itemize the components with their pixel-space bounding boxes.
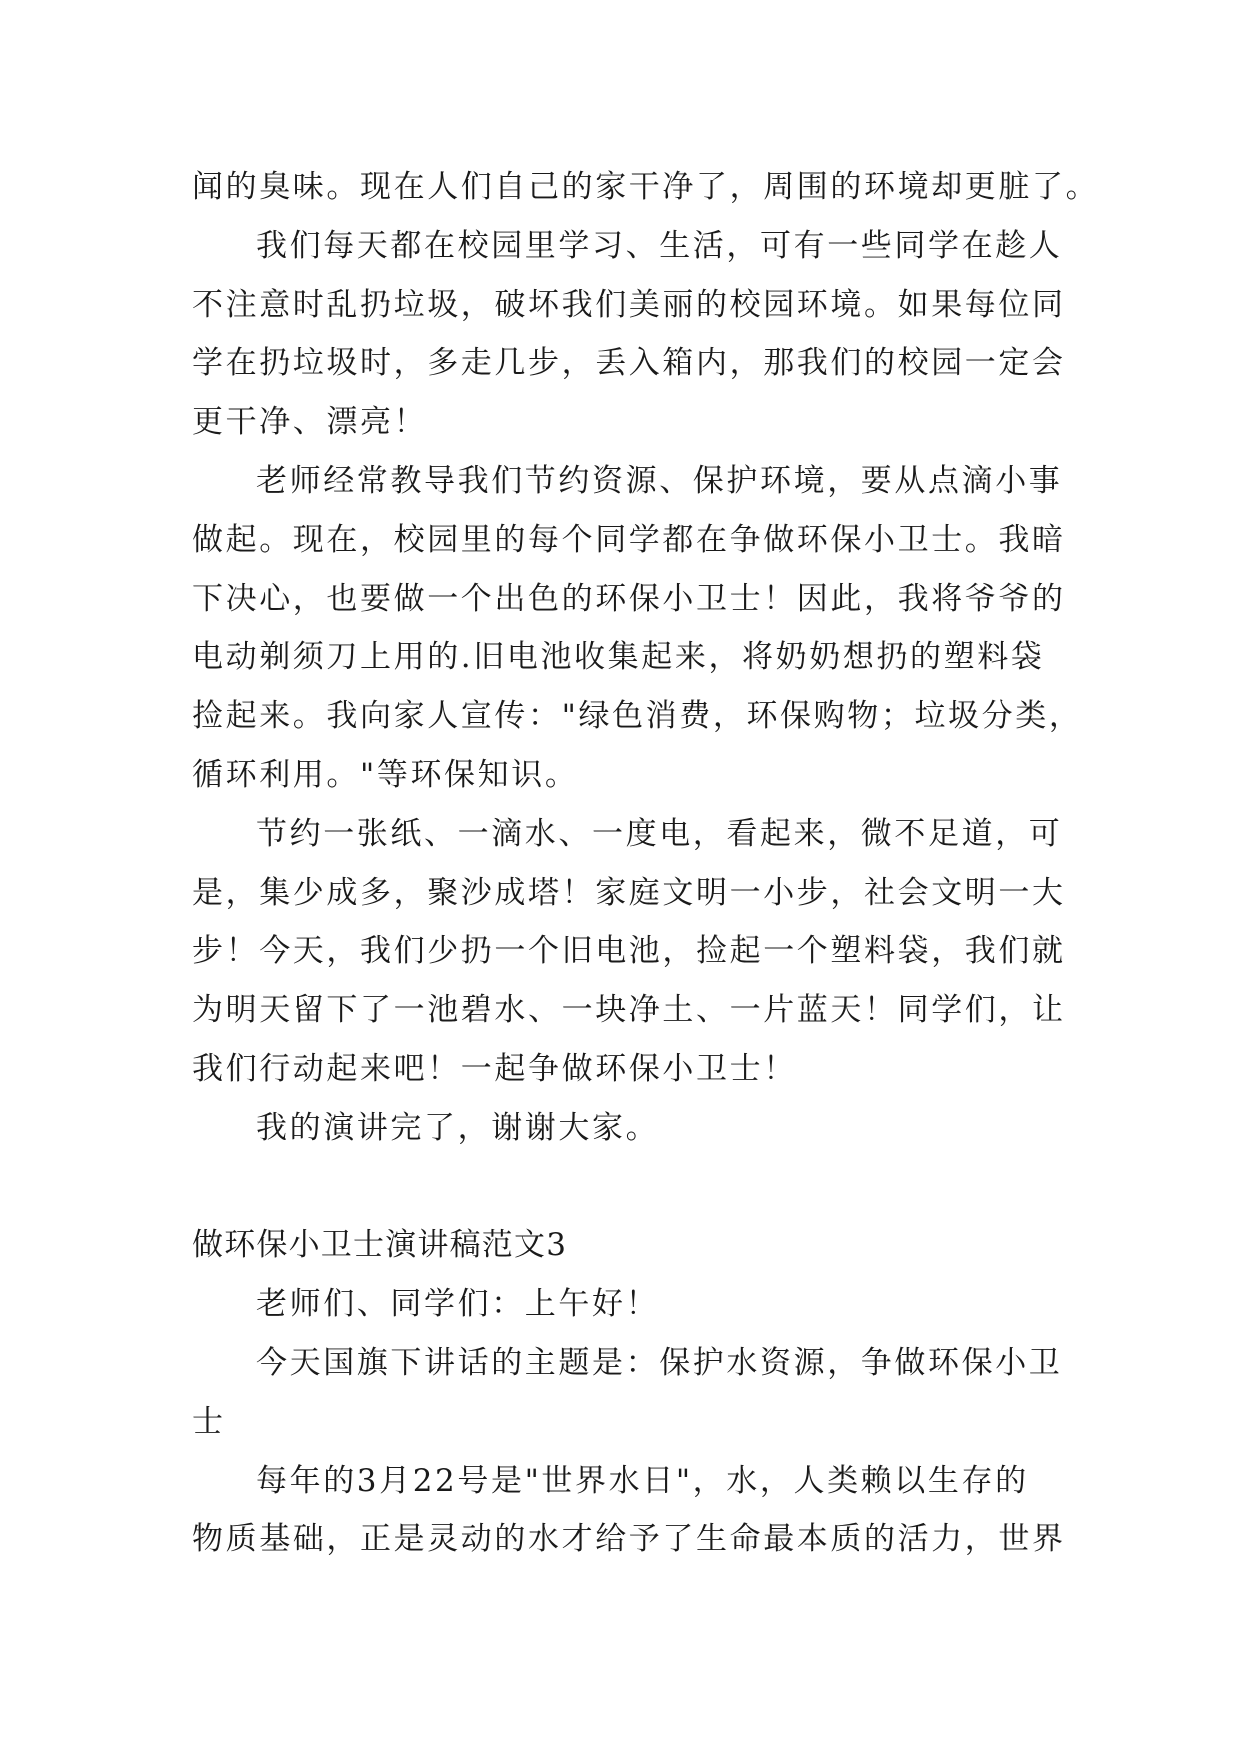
text-line: 步！今天，我们少扔一个旧电池，捡起一个塑料袋，我们就 [192,933,1066,970]
document-body [192,158,1100,1569]
text-line: 做起。现在，校园里的每个同学都在争做环保小卫士。我暗 [192,521,1066,558]
paragraph-start: 每年的3月22号是"世界水日"，水，人类赖以生存的 [256,1462,1029,1499]
text-line: 物质基础，正是灵动的水才给予了生命最本质的活力，世界 [192,1521,1066,1558]
paragraph-start: 节约一张纸、一滴水、一度电，看起来，微不足道，可 [256,815,1063,852]
text-line: 学在扔垃圾时，多走几步，丢入箱内，那我们的校园一定会 [192,345,1066,382]
paragraph-start: 我们每天都在校园里学习、生活，可有一些同学在趁人 [256,227,1063,264]
text-line: 士 [192,1403,226,1440]
text-line: 循环利用。"等环保知识。 [192,756,579,793]
closing-line: 我的演讲完了，谢谢大家。 [256,1109,660,1146]
paragraph-start: 老师经常教导我们节约资源、保护环境，要从点滴小事 [256,462,1063,499]
text-line: 捡起来。我向家人宣传："绿色消费，环保购物；垃圾分类， [192,698,1083,735]
text-line: 我们行动起来吧！一起争做环保小卫士！ [192,1050,797,1087]
text-line: 电动剃须刀上用的.旧电池收集起来，将奶奶想扔的塑料袋 [192,639,1045,676]
text-line: 更干净、漂亮！ [192,404,428,441]
section-heading: 做环保小卫士演讲稿范文3 [192,1227,568,1264]
paragraph-start: 今天国旗下讲话的主题是：保护水资源，争做环保小卫 [256,1344,1063,1381]
text-line: 不注意时乱扔垃圾，破坏我们美丽的校园环境。如果每位同 [192,286,1066,323]
text-line: 闻的臭味。现在人们自己的家干净了，周围的环境却更脏了。 [192,169,1100,205]
greeting-line: 老师们、同学们：上午好！ [256,1286,660,1323]
text-line: 为明天留下了一池碧水、一块净土、一片蓝天！同学们，让 [192,992,1066,1029]
section-gap [192,1158,1072,1217]
text-line: 是，集少成多，聚沙成塔！家庭文明一小步，社会文明一大 [192,874,1066,911]
text-line: 下决心，也要做一个出色的环保小卫士！因此，我将爷爷的 [192,580,1066,617]
